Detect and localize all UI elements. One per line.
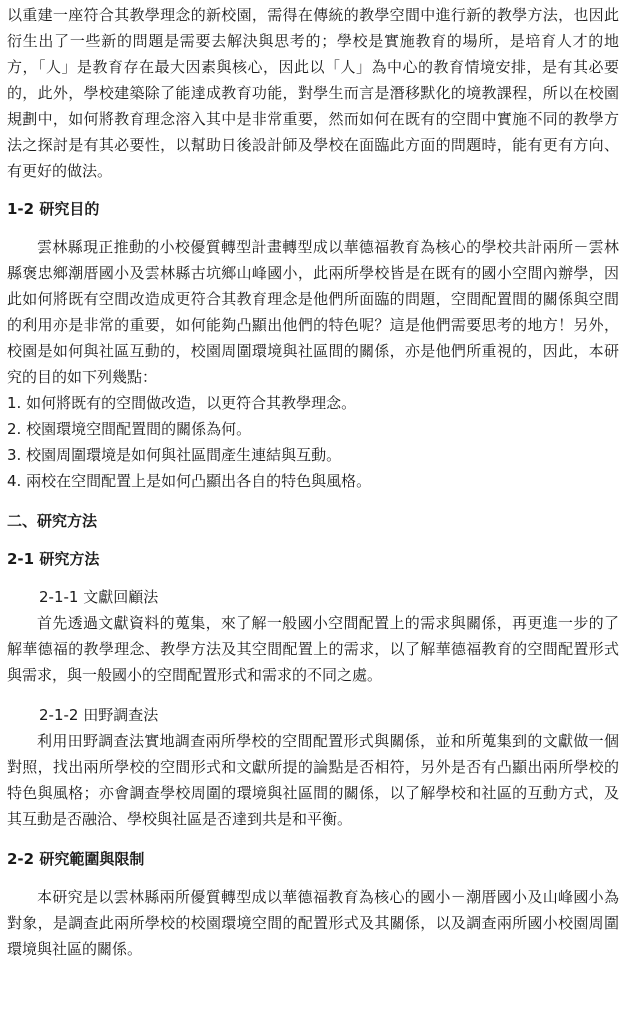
heading-1-2-research-purpose: 1-2 研究目的 xyxy=(7,200,100,218)
heading-2-1-1-literature-review: 2-1-1 文獻回顧法 xyxy=(39,588,159,606)
literature-review-paragraph: 首先透過文獻資料的蒐集，來了解一般國小空間配置上的需求與關係，再更進一步的了解華德福的教學理念、教學方法及其空間配置上的需求，以了解華德福教育的空間配置形式與需求，與一般國小的空間配置形式和需求的不同之處。 xyxy=(7,614,619,684)
heading-2-research-method: 二、研究方法 xyxy=(7,512,98,530)
research-goals-list xyxy=(7,390,619,494)
list-item: 3. 校園周圍環境是如何與社區間產生連結與互動。 xyxy=(7,446,342,464)
field-survey-paragraph: 利用田野調查法實地調查兩所學校的空間配置形式與關係，並和所蒐集到的文獻做一個對照，找出兩所學校的空間形式和文獻所提的論點是否相符，另外是否有凸顯出兩所學校的特色與風格；亦會調查學校周圍的環境與社區間的關係，以了解學校和社區的互動方式，及其互動是否融洽、學校與社區是否達到共是和平衡。 xyxy=(7,732,619,828)
purpose-paragraph: 雲林縣現正推動的小校優質轉型計畫轉型成以華德福教育為核心的學校共計兩所－雲林縣褒忠鄉潮厝國小及雲林縣古坑鄉山峰國小，此兩所學校皆是在既有的國小空間內辦學，因此如何將既有空間改造成更符合其教育理念是他們所面臨的問題，空間配置間的關係與空間的利用亦是非常的重要，如何能夠凸顯出他們的特色呢？這是他們需要思考的地方！另外，校園是如何與社區互動的，校園周圍環境與社區間的關係，亦是他們所重視的，因此，本研究的目的如下列幾點： xyxy=(7,238,619,386)
heading-2-2-scope-limitations: 2-2 研究範圍與限制 xyxy=(7,850,145,868)
heading-2-1-research-method: 2-1 研究方法 xyxy=(7,550,100,568)
scope-paragraph: 本研究是以雲林縣兩所優質轉型成以華德福教育為核心的國小－潮厝國小及山峰國小為對象，是調查此兩所學校的校園環境空間的配置形式及其關係，以及調查兩所國小校園周圍環境與社區的關係。 xyxy=(7,888,619,958)
heading-2-1-2-field-survey: 2-1-2 田野調查法 xyxy=(39,706,159,724)
intro-paragraph: 以重建一座符合其教學理念的新校園，需得在傳統的教學空間中進行新的教學方法，也因此衍生出了一些新的問題是需要去解決與思考的；學校是實施教育的場所，是培育人才的地方，「人」是教育存在最大因素與核心，因此以「人」為中心的教育情境安排，是有其必要的，此外，學校建築除了能達成教育功能，對學生而言是潛移默化的境教課程，所以在校園規劃中，如何將教育理念溶入其中是非常重要，然而如何在既有的空間中實施不同的教學方法之探討是有其必要性，以幫助日後設計師及學校在面臨此方面的問題時，能有更有方向、有更好的做法。 xyxy=(7,6,619,180)
list-item: 2. 校園環境空間配置間的關係為何。 xyxy=(7,420,252,438)
list-item: 4. 兩校在空間配置上是如何凸顯出各自的特色與風格。 xyxy=(7,472,372,490)
list-item: 1. 如何將既有的空間做改造，以更符合其教學理念。 xyxy=(7,394,357,412)
